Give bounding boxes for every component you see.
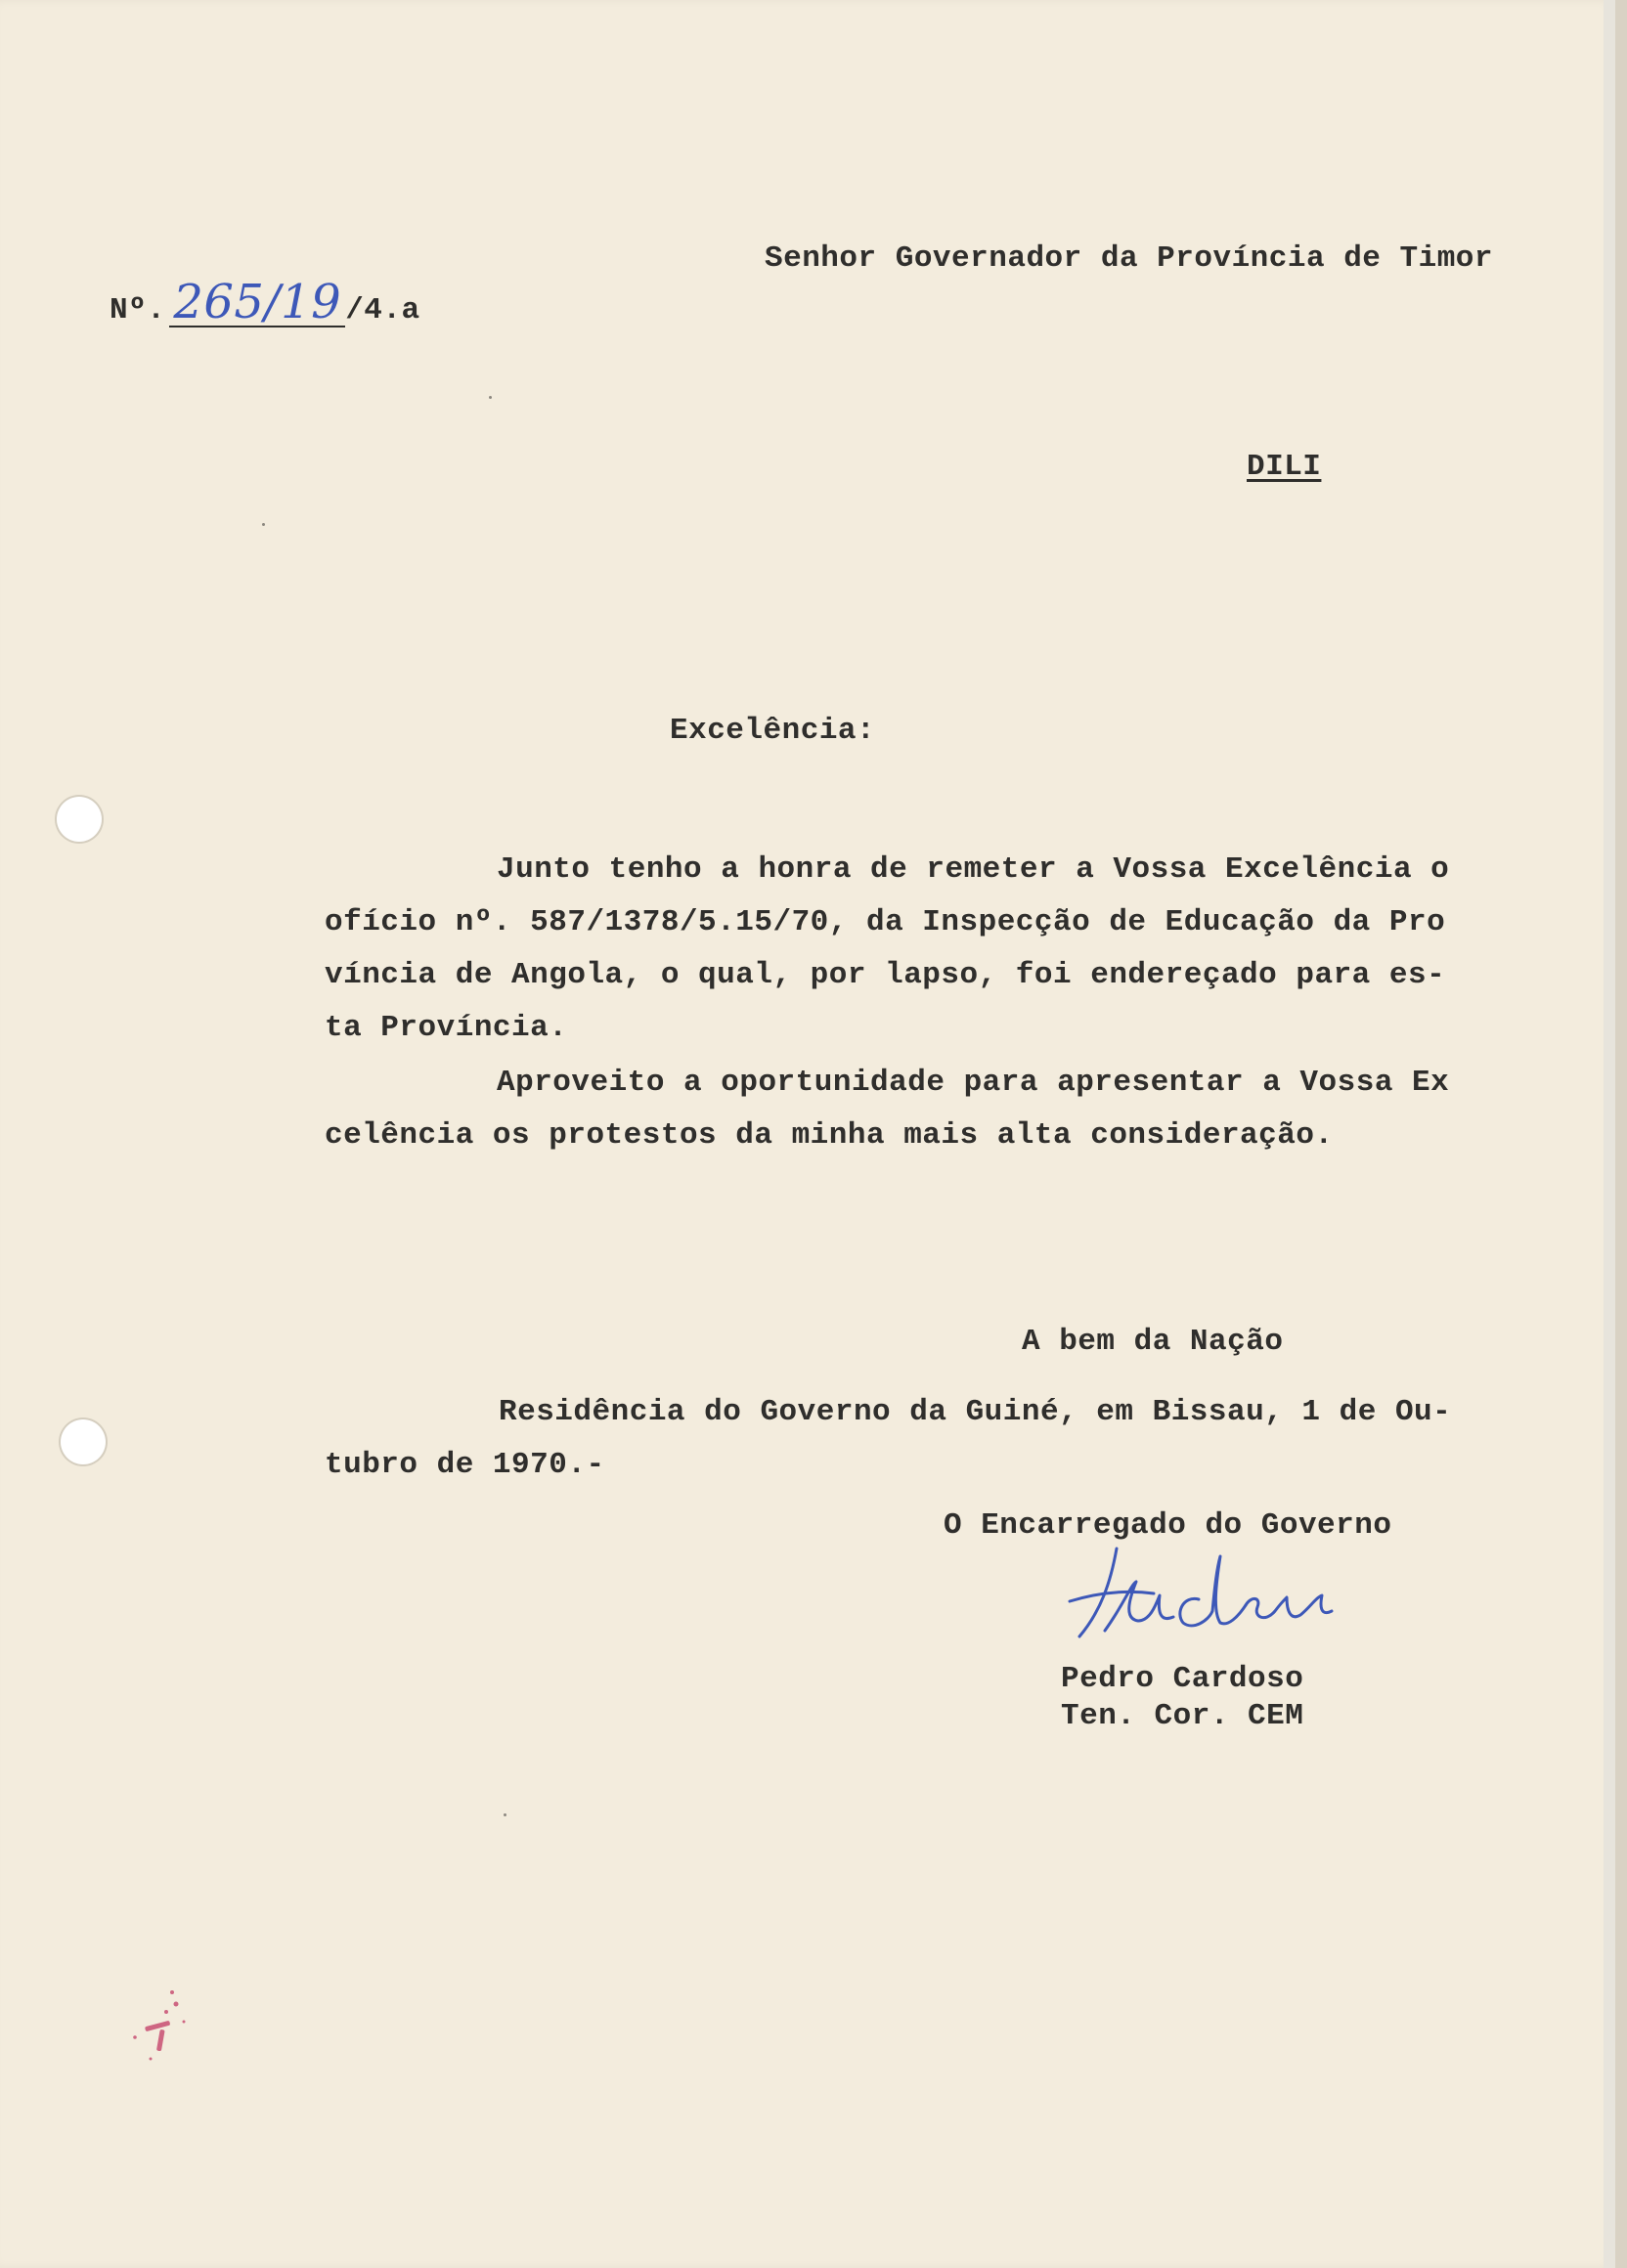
handwritten-signature [1066, 1543, 1379, 1650]
destination-city: DILI [1247, 450, 1322, 484]
closing-motto: A bem da Nação [1022, 1325, 1284, 1359]
number-prefix: Nº. [110, 293, 166, 327]
page-edge [1604, 0, 1615, 2268]
body-line: ofício nº. 587/1378/5.15/70, da Inspecção de Educação da Pro [325, 905, 1446, 939]
addressee: Senhor Governador da Província de Timor [765, 241, 1494, 276]
paper-speck [489, 396, 492, 399]
punch-hole-bottom [61, 1419, 106, 1464]
body-line: Junto tenho a honra de remeter a Vossa Excelência o [497, 852, 1450, 887]
number-suffix: /4.a [345, 293, 420, 327]
salutation: Excelência: [670, 714, 876, 748]
reference-number [110, 275, 420, 329]
body-line: Aproveito a oportunidade para apresentar a Vossa Ex [497, 1066, 1450, 1100]
signatory-role: O Encarregado do Governo [944, 1508, 1392, 1543]
body-line: celência os protestos da minha mais alta consideração. [325, 1118, 1334, 1153]
place-date-line: Residência do Governo da Guiné, em Bissau, 1 de Ou- [499, 1395, 1452, 1429]
paper-speck [504, 1813, 506, 1816]
paper-speck [262, 523, 265, 526]
body-line: ta Província. [325, 1011, 568, 1045]
signatory-rank: Ten. Cor. CEM [1061, 1699, 1304, 1733]
red-stamp-mark [115, 1983, 203, 2080]
place-date-line: tubro de 1970.- [325, 1448, 605, 1482]
signatory-name: Pedro Cardoso [1061, 1662, 1304, 1696]
punch-hole-top [57, 797, 102, 842]
handwritten-number: 265/19 [169, 279, 345, 327]
body-line: víncia de Angola, o qual, por lapso, foi endereçado para es- [325, 958, 1446, 992]
